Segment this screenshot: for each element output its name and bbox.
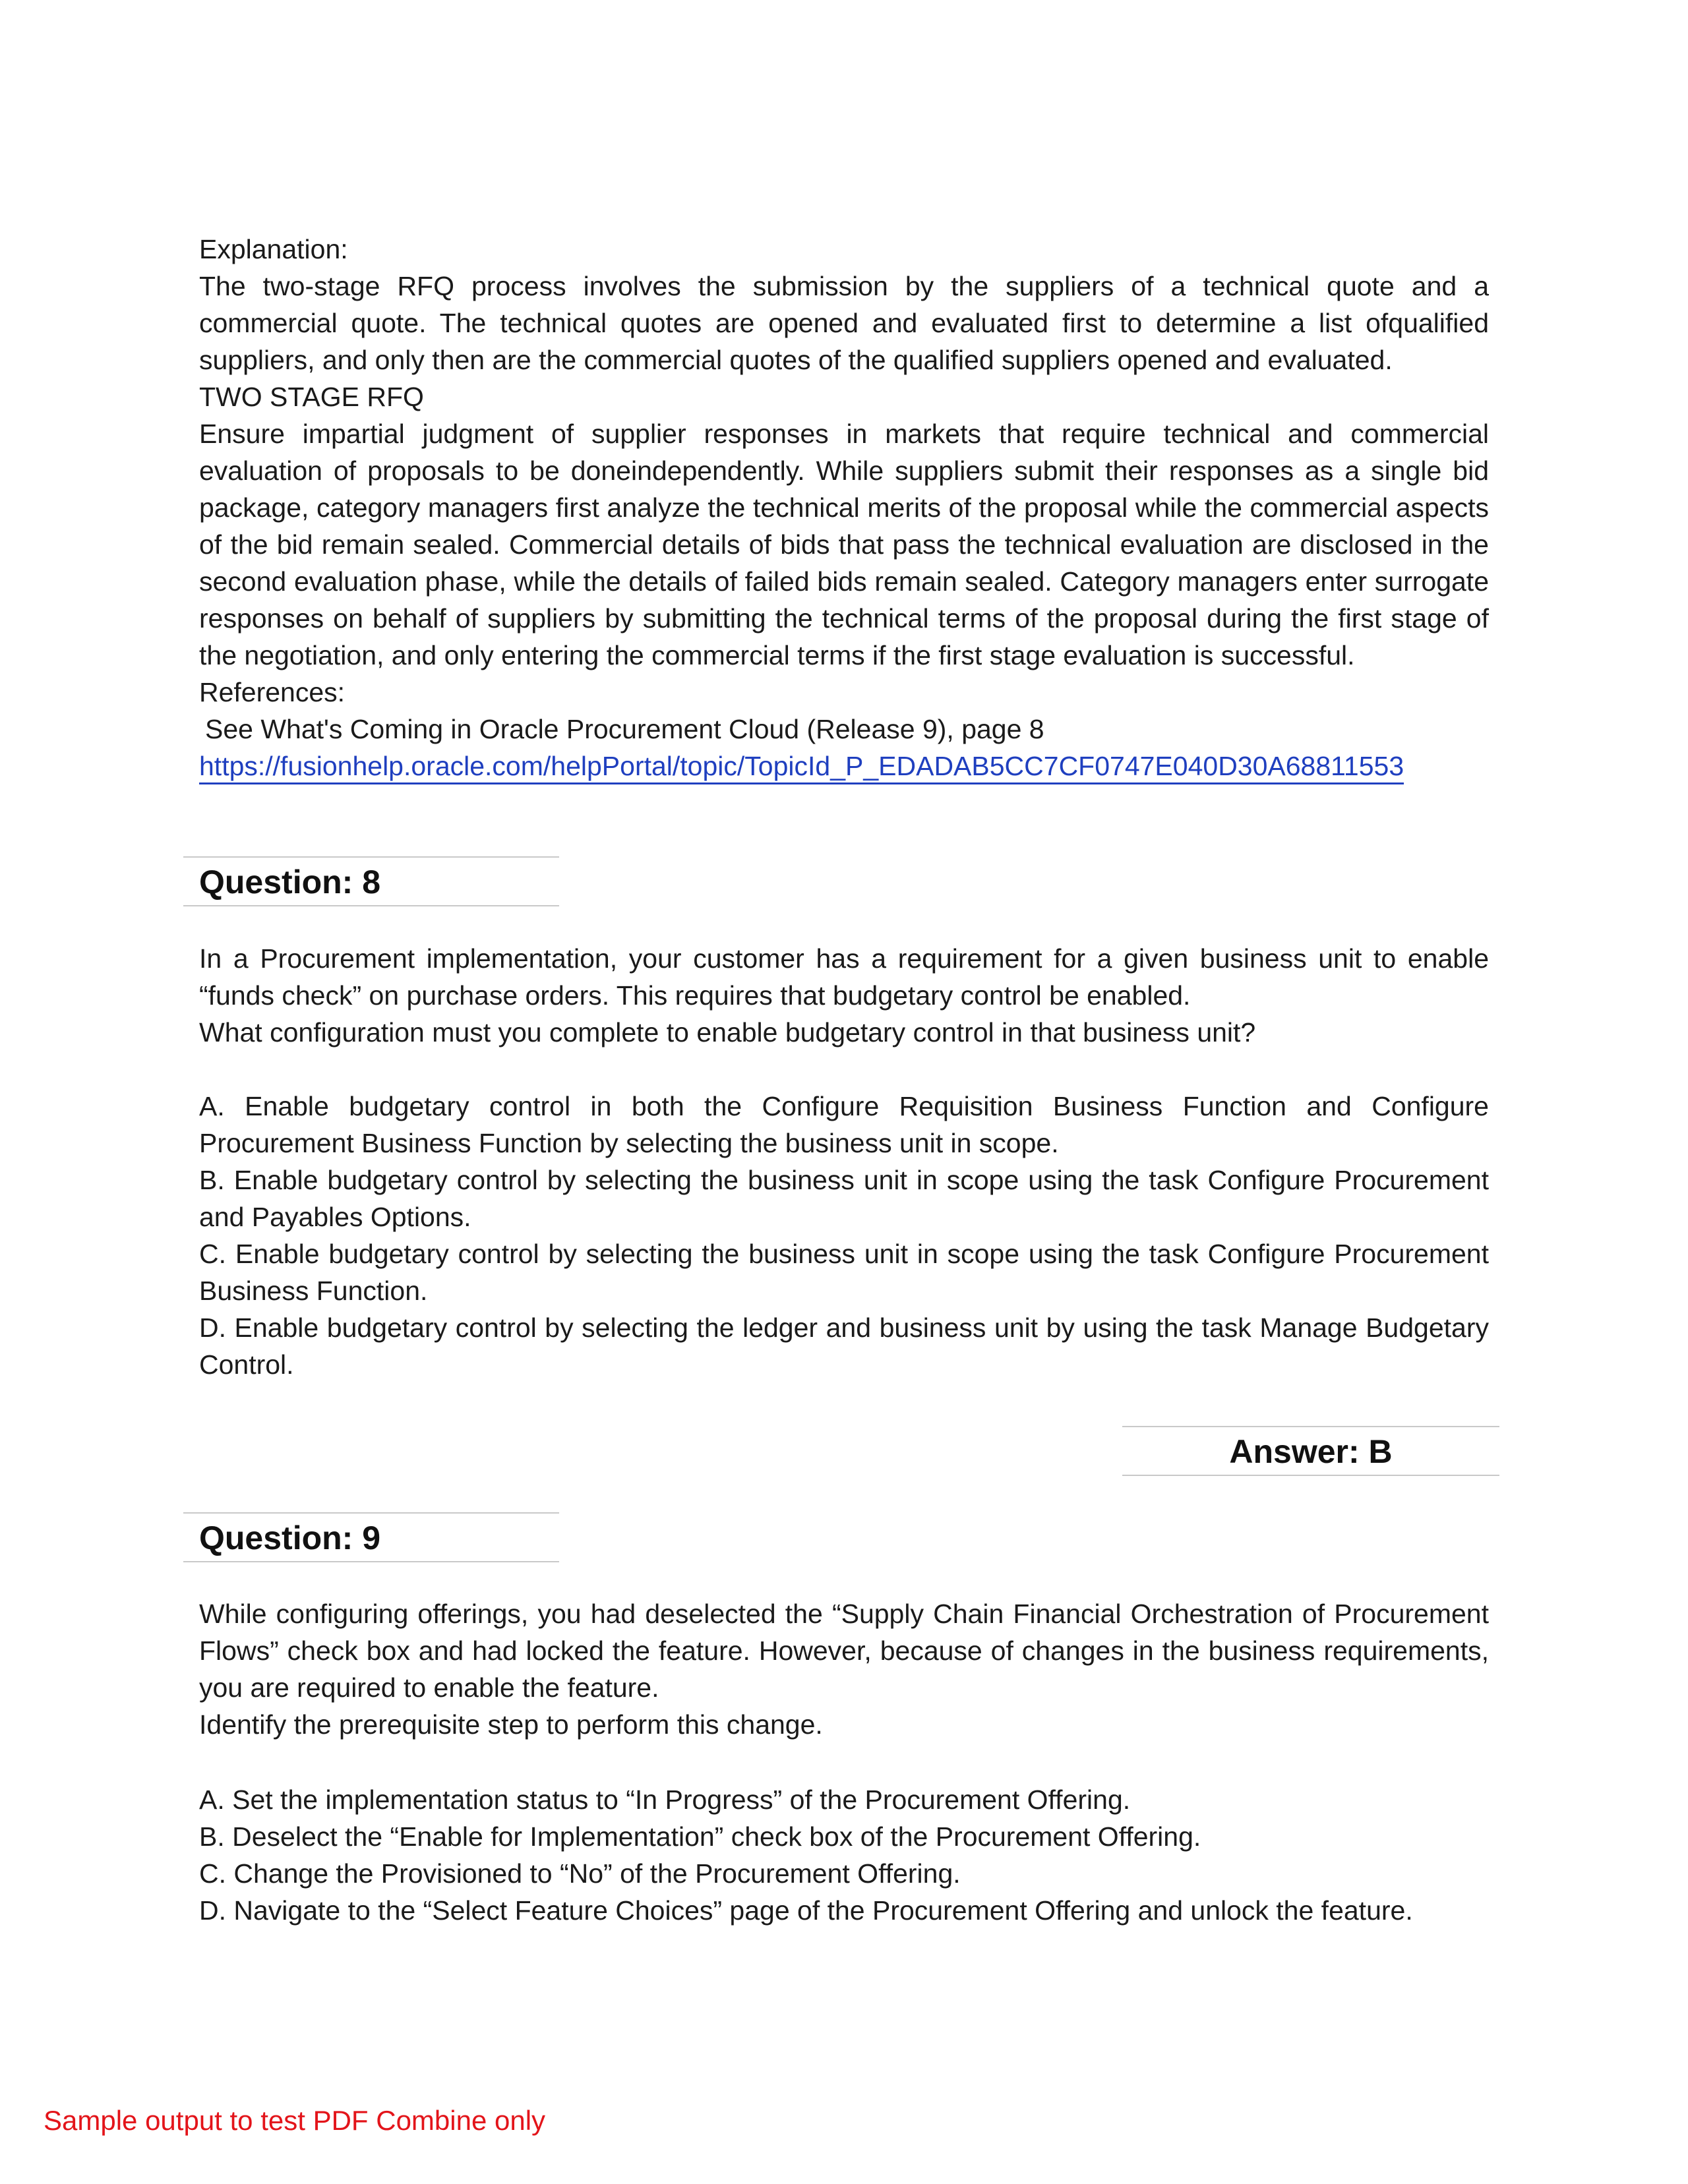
answer-text: Answer: B (1229, 1433, 1393, 1470)
footer-note: Sample output to test PDF Combine only (44, 2105, 546, 2136)
question-9-option-b: B. Deselect the “Enable for Implementation” check box of the Procurement Offering. (199, 1821, 1201, 1852)
question-9-stem (199, 1595, 1489, 1743)
references-label: References: (199, 677, 346, 707)
question-9-stem-2: Identify the prerequisite step to perform this change. (199, 1709, 823, 1740)
question-9-header (183, 1512, 559, 1562)
explanation-section (199, 231, 1489, 784)
explanation-heading: Explanation: (199, 234, 348, 264)
section-title: TWO STAGE RFQ (199, 382, 424, 412)
question-8-option-d: D. Enable budgetary control by selecting the ledger and business unit by using the task Manage Budgetary Control. (199, 1313, 1489, 1380)
question-9-option-c: C. Change the Provisioned to “No” of the Procurement Offering. (199, 1858, 961, 1889)
question-8-stem-1: In a Procurement implementation, your customer has a requirement for a given business unit to enable “funds check” on purchase orders. This requires that budgetary control be enabled. (199, 943, 1489, 1011)
reference-text: See What's Coming in Oracle Procurement Cloud (Release 9), page 8 (205, 714, 1044, 744)
question-9-option-d: D. Navigate to the “Select Feature Choices” page of the Procurement Offering and unlock the feature. (199, 1895, 1413, 1926)
reference-link[interactable]: https://fusionhelp.oracle.com/helpPortal/topic/TopicId_P_EDADAB5CC7CF0747E040D30A68811553 (199, 750, 1404, 784)
question-8-options (199, 1088, 1489, 1383)
question-9-stem-1: While configuring offerings, you had deselected the “Supply Chain Financial Orchestration of Procurement Flows” check box and had locked the feature. However, because of changes in the business requirements, you are required to enable the feature. (199, 1599, 1489, 1703)
question-8-stem-2: What configuration must you complete to enable budgetary control in that business unit? (199, 1017, 1256, 1048)
question-8-option-b: B. Enable budgetary control by selecting the business unit in scope using the task Configure Procurement and Payables Options. (199, 1165, 1489, 1232)
answer-box (1122, 1426, 1499, 1476)
explanation-paragraph: The two-stage RFQ process involves the submission by the suppliers of a technical quote and a commercial quote. The technical quotes are opened and evaluated first to determine a list ofqualified suppliers, and only then are the commercial quotes of the qualified suppliers opened and evaluated. (199, 271, 1489, 375)
question-8-stem (199, 940, 1489, 1051)
question-8-header (183, 856, 559, 906)
question-8-option-a: A. Enable budgetary control in both the Configure Requisition Business Function and Configure Procurement Business Function by selecting the business unit in scope. (199, 1091, 1489, 1158)
question-8-option-c: C. Enable budgetary control by selecting the business unit in scope using the task Configure Procurement Business Function. (199, 1239, 1489, 1306)
question-9-title: Question: 9 (199, 1520, 381, 1556)
section-text: Ensure impartial judgment of supplier responses in markets that require technical and commercial evaluation of proposals to be doneindependently. While suppliers submit their responses as a single bid package, category managers first analyze the technical merits of the proposal while the commercial aspects of the bid remain sealed. Commercial details of bids that pass the technical evaluation are disclosed in the second evaluation phase, while the details of failed bids remain sealed. Category managers enter surrogate responses on behalf of suppliers by submitting the technical terms of the proposal during the first stage of the negotiation, and only entering the commercial terms if the first stage evaluation is successful. (199, 419, 1489, 670)
question-8-title: Question: 8 (199, 864, 381, 900)
question-9-option-a: A. Set the implementation status to “In Progress” of the Procurement Offering. (199, 1785, 1131, 1815)
question-9-options (199, 1781, 1489, 1929)
